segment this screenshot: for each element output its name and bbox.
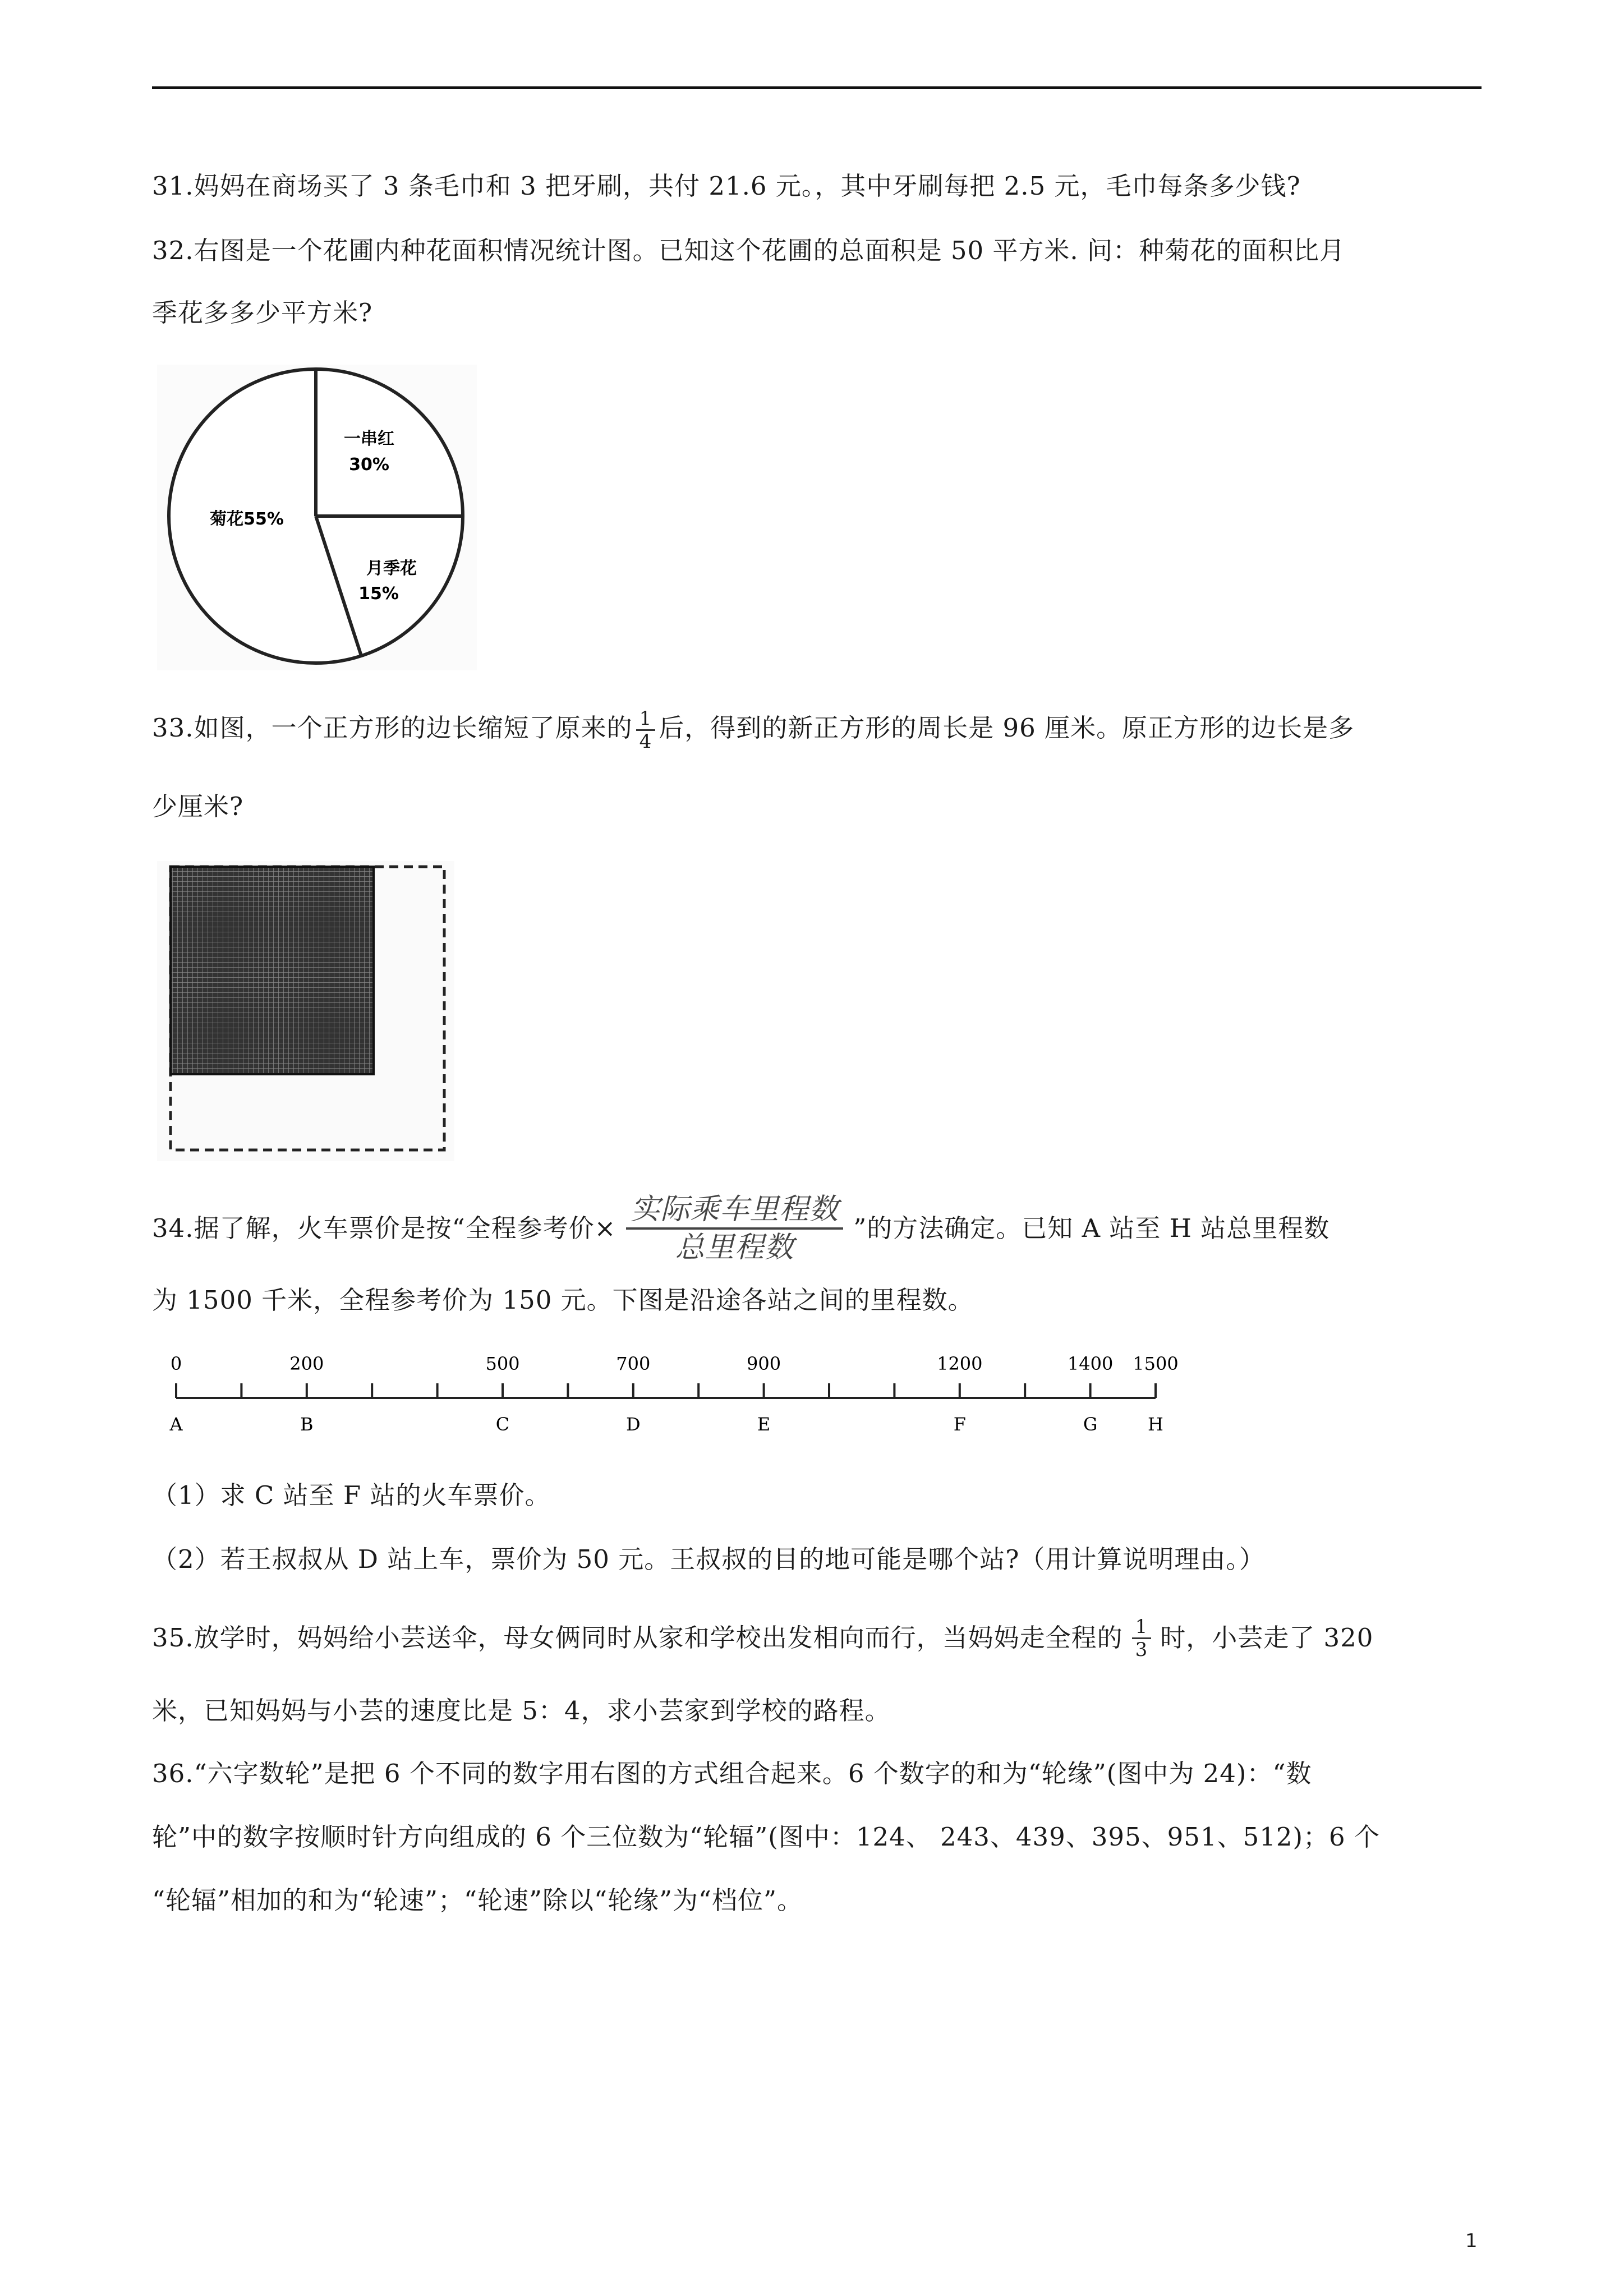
station-label-b: B	[300, 1414, 314, 1435]
question-34-sub1: （1）求 C 站至 F 站的火车票价。	[152, 1480, 551, 1510]
question-34-text-pre: 34.据了解，火车票价是按“全程参考价×	[152, 1213, 617, 1243]
mileage-tick-label: 500	[485, 1353, 520, 1374]
station-label-h: H	[1148, 1414, 1163, 1435]
header-rule	[152, 86, 1482, 89]
square-figure	[157, 861, 454, 1161]
pie-label-chuanhong: 一串红	[344, 429, 394, 449]
station-label-a: A	[169, 1414, 183, 1435]
question-35-text-post: 时，小芸走了 320	[1160, 1623, 1374, 1653]
question-35-text-pre: 35.放学时，妈妈给小芸送伞，母女俩同时从家和学校出发相向而行，当妈妈走全程的	[152, 1623, 1123, 1653]
mileage-tick-labels	[171, 1353, 1179, 1374]
question-36-line1: 36.“六字数轮”是把 6 个不同的数字用右图的方式组合起来。6 个数字的和为“轮缘”(图中为 24)：“数	[152, 1759, 1312, 1788]
pie-label-juhua: 菊花55%	[210, 509, 284, 529]
station-label-g: G	[1083, 1414, 1098, 1435]
mileage-tick-label: 1200	[937, 1353, 983, 1374]
question-32-line2: 季花多多少平方米?	[152, 298, 373, 328]
question-31: 31.妈妈在商场买了 3 条毛巾和 3 把牙刷，共付 21.6 元。，其中牙刷每把 2.5 元，毛巾每条多少钱?	[152, 171, 1301, 201]
fraction-one-third	[1132, 1616, 1152, 1660]
pie-label-yuejihua: 月季花	[366, 559, 417, 578]
mileage-number-line	[163, 1346, 1189, 1447]
page-number: 1	[1465, 2230, 1478, 2252]
fraction-numerator: 1	[636, 708, 656, 731]
mileage-tick-label: 0	[170, 1353, 182, 1374]
mileage-tick-label: 1500	[1133, 1353, 1179, 1374]
fare-formula-fraction	[626, 1191, 843, 1266]
fare-formula-denominator: 总里程数	[675, 1231, 794, 1264]
question-34-line1	[152, 1193, 1330, 1264]
station-label-f: F	[953, 1414, 966, 1435]
station-label-d: D	[625, 1414, 641, 1435]
station-label-e: E	[757, 1414, 771, 1435]
question-35-line2: 米，已知妈妈与小芸的速度比是 5：4，求小芸家到学校的路程。	[152, 1696, 891, 1726]
question-33-line2: 少厘米?	[152, 792, 244, 821]
flower-pie-chart	[157, 365, 477, 670]
question-35-line1	[152, 1616, 1373, 1660]
mileage-tick-label: 1400	[1067, 1353, 1114, 1374]
question-33-line1	[152, 708, 1354, 752]
question-36-line3: “轮辐”相加的和为“轮速”；“轮速”除以“轮缘”为“档位”。	[152, 1885, 803, 1915]
mileage-tick-label: 700	[616, 1353, 651, 1374]
question-34-line2: 为 1500 千米，全程参考价为 150 元。下图是沿途各站之间的里程数。	[152, 1285, 974, 1315]
question-34-text-post: ”的方法确定。已知 A 站至 H 站总里程数	[853, 1213, 1330, 1243]
pie-value-yuejihua: 15%	[358, 584, 399, 604]
question-32-line1: 32.右图是一个花圃内种花面积情况统计图。已知这个花圃的总面积是 50 平方米. 问：种菊花的面积比月	[152, 236, 1346, 265]
mileage-minor-ticks	[176, 1383, 1156, 1398]
new-square-shaded	[171, 867, 374, 1074]
question-33-text-pre: 33.如图，一个正方形的边长缩短了原来的	[152, 713, 633, 743]
fraction-denominator: 4	[639, 730, 652, 753]
question-34-sub2: （2）若王叔叔从 D 站上车，票价为 50 元。王叔叔的目的地可能是哪个站?（用计算说明理由。）	[152, 1544, 1265, 1574]
station-label-c: C	[495, 1414, 510, 1435]
question-33-text-post: 后，得到的新正方形的周长是 96 厘米。原正方形的边长是多	[659, 713, 1355, 743]
question-36-line2: 轮”中的数字按顺时针方向组成的 6 个三位数为“轮辐”(图中：124、 243、439、395、951、512)；6 个	[152, 1822, 1380, 1852]
fraction-numerator: 1	[1132, 1616, 1152, 1639]
fraction-one-quarter	[636, 708, 656, 752]
fare-formula-numerator: 实际乘车里程数	[626, 1191, 843, 1230]
pie-value-chuanhong: 30%	[349, 455, 389, 475]
mileage-tick-label: 200	[289, 1353, 324, 1374]
fraction-denominator: 3	[1135, 1638, 1148, 1661]
mileage-tick-label: 900	[747, 1353, 781, 1374]
mileage-station-labels	[169, 1414, 1163, 1435]
